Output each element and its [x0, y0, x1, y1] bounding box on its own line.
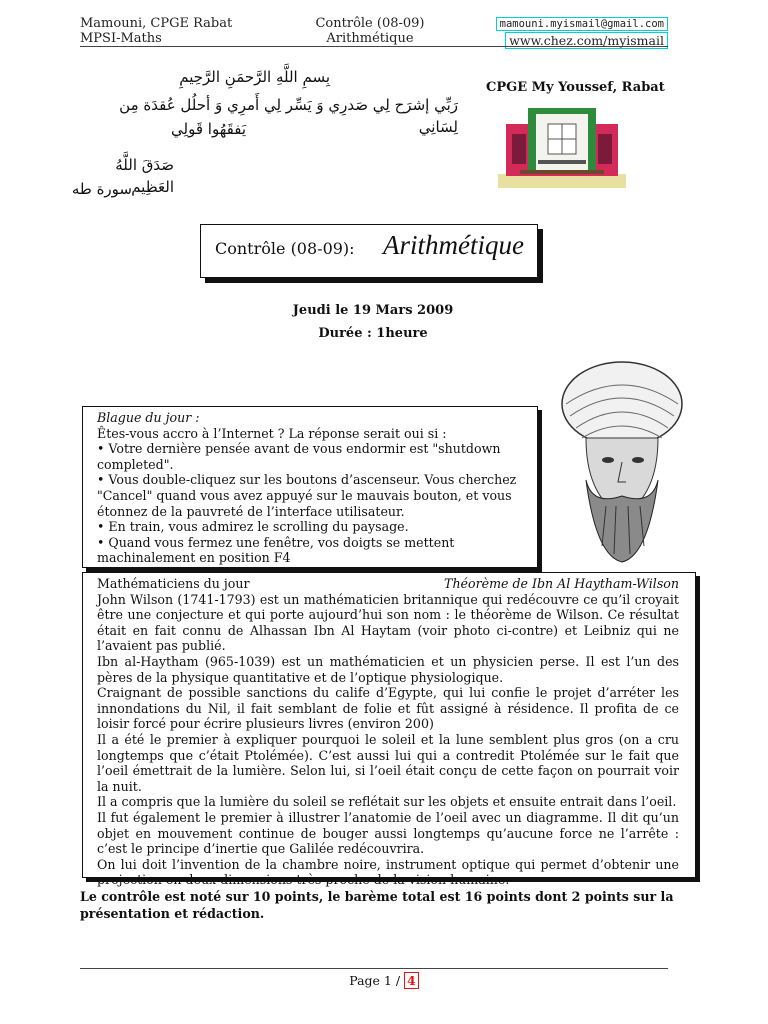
joke-item: • Vous double-cliquez sur les boutons d’ascenseur. Vous cherchez "Cancel" quand vous avez appuyé sur le mauvais bouton, et vous étonnez de la pauvreté de l’interface utilisateur.: [97, 472, 517, 519]
portrait-icon: [556, 356, 688, 566]
verse-line-2: يَفقَهُوا قَولِي: [171, 120, 246, 138]
page-total-link[interactable]: 4: [404, 972, 419, 989]
joke-item: • Quand vous fermez une fenêtre, vos doigts se mettent machinalement en position F4: [97, 534, 455, 566]
header-center: [300, 16, 440, 46]
sadaqa: صَدَقَ اللَّهُ العَظِيم: [115, 156, 174, 196]
page-label: Page 1 /: [349, 973, 401, 988]
joke-box: [82, 406, 538, 568]
title-subject: Arithmétique: [383, 230, 524, 260]
math-paragraph: On lui doit l’invention de la chambre noire, instrument optique qui permet d’obtenir une projection en deux dimensions très proche de la vision humaine.: [97, 856, 679, 888]
page-number: [0, 972, 768, 989]
email-link[interactable]: mamouni.myismail@gmail.com: [496, 17, 668, 31]
footer-divider: [80, 968, 668, 969]
website-link[interactable]: www.chez.com/myismail: [505, 32, 668, 49]
basmala: بِسمِ اللَّهِ الرَّحمَنِ الرَّحِيمِ: [179, 68, 330, 86]
class-name: MPSI-Maths: [80, 31, 162, 46]
joke-item: • En train, vous admirez le scrolling du paysage.: [97, 519, 409, 535]
joke-item: • Votre dernière pensée avant de vous endormir est "shutdown completed".: [97, 441, 501, 472]
math-paragraph: Ibn al-Haytham (965-1039) est un mathématicien et un physicien perse. Il est l’un des pères de la physique quantitative et de l’optique physiologique.: [97, 653, 679, 685]
header-divider: [80, 46, 668, 47]
theorem-heading: Théorème de Ibn Al Haytham-Wilson: [444, 576, 679, 591]
joke-question: Êtes-vous accro à l’Internet ? La réponse serait oui si :: [97, 425, 447, 441]
author-name: Mamouni, CPGE Rabat: [80, 16, 233, 31]
surah: سورة طه: [71, 180, 132, 198]
school-name: CPGE My Youssef, Rabat: [486, 80, 665, 95]
header-title: Contrôle (08-09): [315, 16, 425, 31]
math-heading: Mathématiciens du jour: [97, 576, 250, 591]
math-paragraph: Il a compris que la lumière du soleil se reflétait sur les objets et ensuite entrait dans l’oeil.: [97, 794, 677, 810]
title-prefix: Contrôle (08-09):: [215, 239, 355, 258]
title-box: [200, 224, 538, 278]
exam-date: Jeudi le 19 Mars 2009: [292, 303, 454, 318]
joke-heading: Blague du jour :: [97, 410, 200, 425]
grading-note: Le contrôle est noté sur 10 points, le barème total est 16 points dont 2 points sur la présentation et rédaction.: [80, 889, 674, 921]
header-right: [496, 16, 668, 49]
building-icon: [498, 104, 626, 188]
header-left: [80, 16, 232, 46]
header-subject: Arithmétique: [326, 31, 414, 46]
math-paragraph: Il a été le premier à expliquer pourquoi le soleil et la lune semblent plus gros (on a cru longtemps que c’était Ptolémée). C’est aussi lui qui a contredit Ptolémée sur le fait que l’oeil émettrait de la lumière. Selon lui, si l’oeil était conçu de cette façon on pourrait voir la nuit.: [97, 731, 679, 794]
math-paragraph: John Wilson (1741-1793) est un mathématicien britannique qui redécouvre ce qu’il croyait être une conjecture et qui porte aujourd’hui son nom : le théorème de Wilson. Ce résultat était en fait connu de Alhassan Ibn Al Haytam (voir photo ci-contre) et Leibniz qui ne l’avaient pas publié.: [97, 591, 679, 654]
exam-duration: Durée : 1heure: [318, 326, 428, 341]
verse-line-1: رَبِّي إشرَح لِي صَدرِي وَ يَسِّر لِي أَمرِي وَ أحلُل عُقدَة مِن لِسَانِي: [119, 96, 458, 136]
mathematicians-box: [82, 572, 696, 888]
math-paragraph: Craignant de possible sanctions du calife d’Egypte, qui lui confie le projet d’arréter les innondations du Nil, il fait semblant de folie et fût assigné à résidence. Il profita de ce loisir forcé pour écrire plusieurs livres (environ 200): [97, 685, 679, 732]
math-paragraph: Il fut également le premier à illustrer l’anatomie de l’oeil avec un diagramme. Il dit qu’un objet en mouvement continue de bouger aussi longtemps qu’aucune force ne l’arrête : c’est le principe d’inertie que Galilée redécouvrira.: [97, 809, 679, 857]
